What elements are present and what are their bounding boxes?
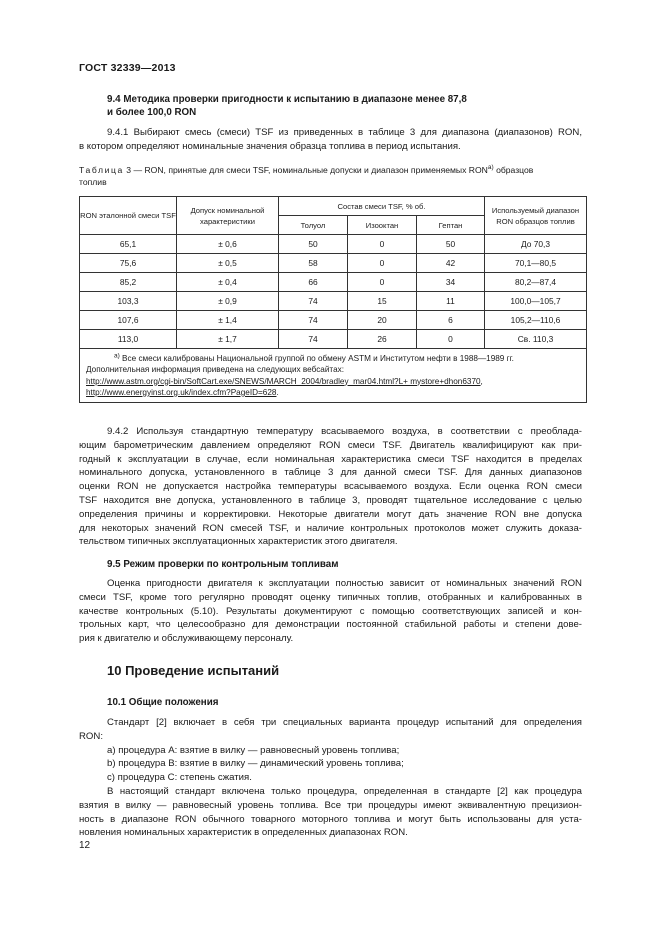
cell-isooctane: 0 [348, 235, 417, 254]
cell-tolerance: ± 1,4 [177, 311, 279, 330]
paragraph-line: Стандарт [2] включает в себя три специальных варианта процедур испытаний для определения [107, 717, 582, 728]
paragraph-9-4-2 [79, 425, 582, 549]
table-footnote-row [80, 349, 587, 403]
footnote-marker: a) [114, 352, 120, 360]
caption-prefix: Таблица [79, 165, 124, 175]
table-header-row [80, 197, 587, 216]
paragraph-line: номинального допуска, установленного в таблице 3 для данной смеси TSF. Для данных диапазонов [79, 467, 582, 479]
caption-footnote-marker: a) [487, 164, 494, 172]
section-9-4-title-line2: и более 100,0 RON [107, 107, 197, 118]
paragraph-line: 9.4.1 Выбирают смесь (смеси) TSF из приведенных в таблице 3 для диапазона (диапазонов) RON, [107, 127, 582, 138]
paragraph-line: Оценка пригодности двигателя к эксплуатации полностью зависит от номинальных значений RON [107, 578, 582, 589]
cell-heptane: 6 [417, 311, 485, 330]
paragraph-line: качестве контрольных (5.10). Результаты документируют с помощью соответствующих записей и кон- [79, 605, 582, 617]
table-row [80, 292, 587, 311]
section-9-5-title: 9.5 Режим проверки по контрольным топливам [107, 559, 339, 570]
paragraph-line: оценки RON не допускается настройка температуры всасываемого воздуха. Если оценка RON смеси [79, 481, 582, 493]
paragraph-line: в котором определяют номинальные значения образца топлива в период испытания. [79, 140, 461, 152]
cell-toluene: 74 [279, 292, 348, 311]
paragraph-line: RON: [79, 730, 103, 742]
cell-heptane: 50 [417, 235, 485, 254]
table-row [80, 235, 587, 254]
paragraph-line: рия к двигателю и обслуживающему персоналу. [79, 633, 294, 645]
paragraph-line: для некоторых значений RON смесей TSF, и наличие контрольных протоколов может служить доказа- [79, 522, 582, 534]
cell-isooctane: 0 [348, 254, 417, 273]
cell-ron: 75,6 [80, 254, 177, 273]
cell-heptane: 42 [417, 254, 485, 273]
cell-range: 100,0—105,7 [485, 292, 587, 311]
list-item: а) процедура А: взятие в вилку — равновесный уровень топлива; [107, 744, 400, 756]
paragraph-line: 9.4.2 Используя стандартную температуру всасываемого воздуха, в соответствии с преоблада- [107, 426, 582, 437]
table-3-caption [79, 165, 586, 188]
paragraph-line: ность в диапазоне RON обычного товарного моторного топлива и могут быть использованы для уста- [79, 813, 582, 825]
cell-range: До 70,3 [485, 235, 587, 254]
header-heptane: Гептан [417, 216, 485, 235]
footnote-link-energyinst[interactable]: http://www.energyinst.org.uk/index.cfm?PageID=628 [86, 387, 277, 397]
paragraph-line: смеси TSF, кроме того регулярно проводят оценку типичных топлив, отобранных и калиброванных в [79, 591, 582, 603]
cell-ron: 85,2 [80, 273, 177, 292]
cell-toluene: 66 [279, 273, 348, 292]
cell-heptane: 34 [417, 273, 485, 292]
paragraph-9-4-1 [79, 126, 582, 154]
paragraph-line: ющим барометрическим давлением определяют RON смеси TSF. Двигатель квалифицируют как при- [79, 439, 582, 451]
header-composition: Состав смеси TSF, % об. [279, 197, 485, 216]
paragraph-line: новления номинальных характеристик в определенных диапазонах RON. [79, 827, 408, 839]
cell-toluene: 58 [279, 254, 348, 273]
cell-range: 70,1—80,5 [485, 254, 587, 273]
paragraph-10-1 [79, 716, 582, 840]
table-row [80, 311, 587, 330]
table-3 [79, 196, 587, 403]
section-10-1-title: 10.1 Общие положения [107, 697, 219, 708]
paragraph-line: TSF находится вне допуска, установленного в таблице 3, проводят тщательное исследование с целью [79, 494, 582, 506]
cell-toluene: 50 [279, 235, 348, 254]
caption-tail: образцов [493, 165, 534, 175]
paragraph-line: трольных карт, что целесообразно для демонстрации постоянной стабильной работы и степени дове- [79, 619, 582, 631]
cell-ron: 113,0 [80, 330, 177, 349]
cell-range: Св. 110,3 [485, 330, 587, 349]
cell-isooctane: 0 [348, 273, 417, 292]
list-item: c) процедура С: степень сжатия. [107, 772, 252, 784]
cell-isooctane: 15 [348, 292, 417, 311]
paragraph-line: определения причины и корректировки. Некоторые двигатели могут дать значение RON вне допуска [79, 508, 582, 520]
cell-tolerance: ± 0,5 [177, 254, 279, 273]
cell-range: 105,2—110,6 [485, 311, 587, 330]
cell-heptane: 11 [417, 292, 485, 311]
cell-tolerance: ± 0,4 [177, 273, 279, 292]
page-number: 12 [79, 840, 91, 851]
cell-ron: 65,1 [80, 235, 177, 254]
cell-isooctane: 26 [348, 330, 417, 349]
cell-range: 80,2—87,4 [485, 273, 587, 292]
list-item: b) процедура В: взятие в вилку — динамический уровень топлива; [107, 758, 404, 770]
paragraph-line: годный к эксплуатации в случае, если номинальная характеристика смеси TSF находится в пределах [79, 453, 582, 465]
document-header: ГОСТ 32339—2013 [79, 62, 176, 74]
section-9-4-title [107, 93, 467, 119]
cell-heptane: 0 [417, 330, 485, 349]
section-9-4-title-line1: 9.4 Методика проверки пригодности к испытанию в диапазоне менее 87,8 [107, 94, 467, 105]
section-10-title: 10 Проведение испытаний [107, 663, 280, 678]
footnote-link-astm[interactable]: http://www.astm.org/cgi-bin/SoftCart.exe/SNEWS/MARCH_2004/bradley_mar04.html?L+ mystore+dhon6370 [86, 376, 481, 386]
caption-line2: топлив [79, 176, 107, 187]
cell-toluene: 74 [279, 330, 348, 349]
cell-tolerance: ± 0,6 [177, 235, 279, 254]
header-isooctane: Изооктан [348, 216, 417, 235]
caption-text: 3 — RON, принятые для смеси TSF, номинальные допуски и диапазон применяемых RON [123, 165, 488, 175]
cell-tolerance: ± 1,7 [177, 330, 279, 349]
table-row [80, 273, 587, 292]
footnote-line1: Все смеси калиброваны Национальной группой по обмену ASTM и Институтом нефти в 1988—1989 гг. [119, 354, 514, 363]
paragraph-line: В настоящий стандарт включена только процедура, определенная в стандарте [2] как процедура [107, 785, 582, 797]
paragraph-line: взятия в вилку — равновесный уровень топлива. Все три процедуры имеют эквивалентную прецизион- [79, 799, 582, 811]
table-footnote: $^{a)}$ Все смеси калиброваны Национальной группой по обмену ASTM и Институтом нефти в 1988—1989 гг. Дополнительная информация приведена на следующих вебсайтах: http://www.astm.org/cgi-bin/SoftCart.exe/SNEWS/MARCH_2004/bradley_mar04.html?L+ mystore+dhon6370, http://www.energyinst.org.uk/index.cfm?PageID=628. [80, 349, 587, 403]
header-tolerance: Допуск номинальной характеристики [177, 197, 279, 235]
paragraph-line: тельством типичных эксплуатационных характеристик этого двигателя. [79, 536, 398, 548]
cell-isooctane: 20 [348, 311, 417, 330]
paragraph-9-5 [79, 577, 582, 646]
cell-ron: 107,6 [80, 311, 177, 330]
cell-ron: 103,3 [80, 292, 177, 311]
footnote-line2: Дополнительная информация приведена на следующих вебсайтах: [86, 365, 345, 375]
cell-tolerance: ± 0,9 [177, 292, 279, 311]
header-ron-reference: RON эталонной смеси TSF [80, 197, 177, 235]
table-row [80, 330, 587, 349]
header-range: Используемый диапазон RON образцов топлив [485, 197, 587, 235]
header-toluene: Толуол [279, 216, 348, 235]
table-row [80, 254, 587, 273]
cell-toluene: 74 [279, 311, 348, 330]
